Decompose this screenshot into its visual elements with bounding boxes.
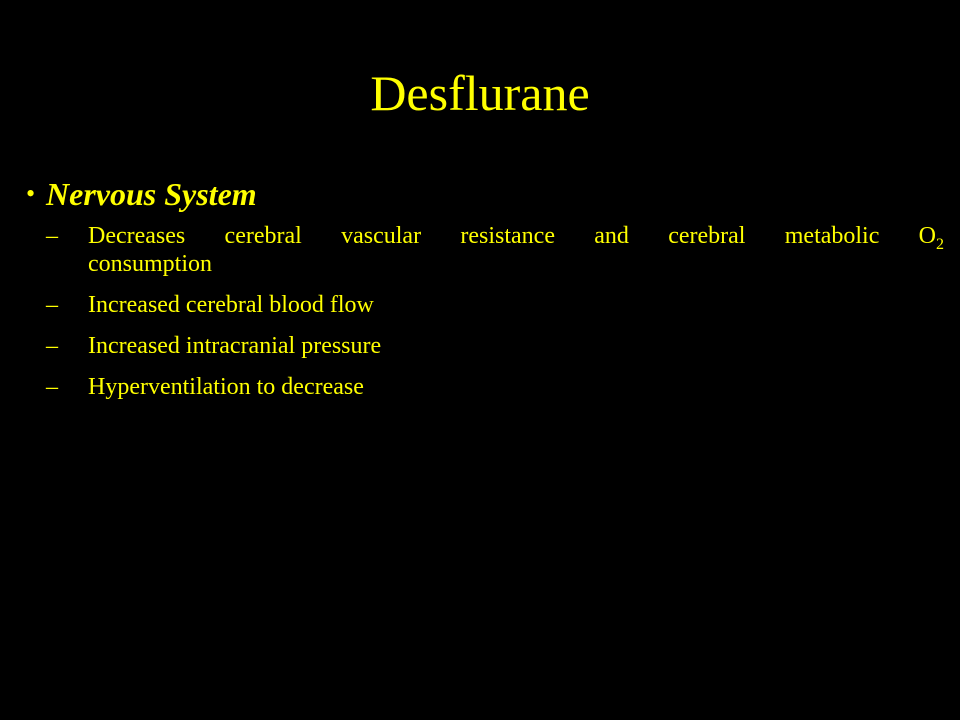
dash-icon: – <box>46 333 58 359</box>
sub-bullet-item <box>26 373 946 401</box>
dash-icon: – <box>46 292 58 318</box>
bullet-heading-text: Nervous System <box>46 176 257 212</box>
sub-bullet-item <box>26 291 946 319</box>
sub-bullet-item <box>26 222 946 278</box>
bullet-heading <box>26 172 946 216</box>
bullet-dot-icon: • <box>26 179 36 208</box>
dash-icon: – <box>46 223 58 249</box>
slide-title: Desflurane <box>370 65 590 121</box>
subscript: 2 <box>936 236 944 253</box>
sub-bullet-list <box>26 222 946 401</box>
sub-bullet-text: Increased intracranial pressure <box>88 333 382 359</box>
dash-icon: – <box>46 374 58 400</box>
slide-body <box>26 172 946 414</box>
sub-bullet-line-continued: consumption <box>88 251 212 277</box>
sub-bullet-text: Increased cerebral blood flow <box>88 292 374 318</box>
sub-bullet-line: Decreases cerebral vascular resistance and cerebral metabolic $O_2$ <box>88 223 944 253</box>
sub-bullet-item <box>26 332 946 360</box>
sub-bullet-text: Hyperventilation to decrease <box>88 374 364 400</box>
